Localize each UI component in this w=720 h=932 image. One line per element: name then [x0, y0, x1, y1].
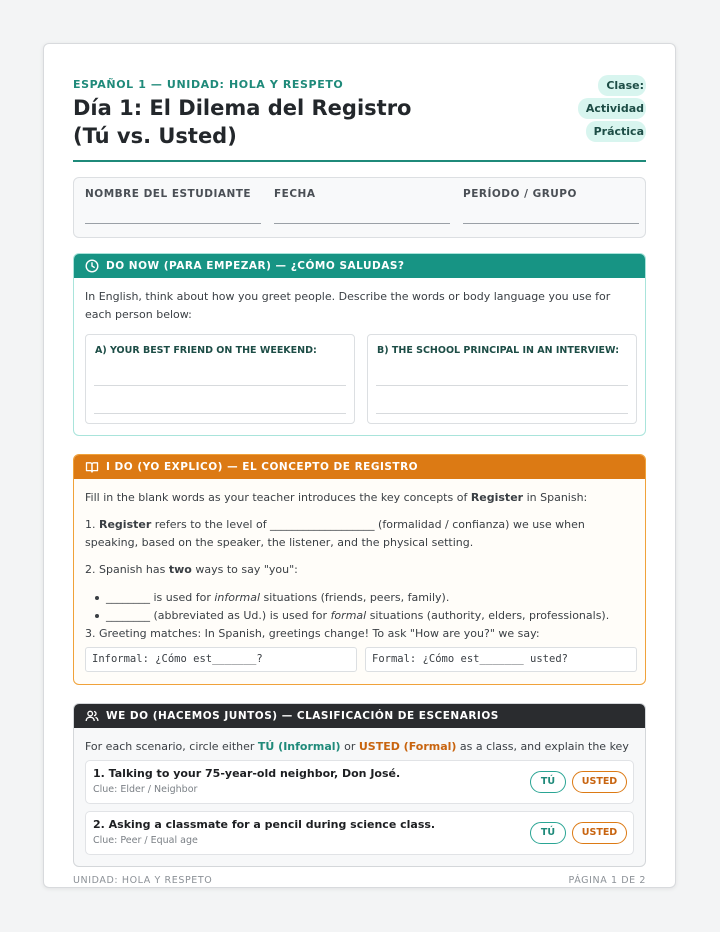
i-do-header	[74, 455, 645, 479]
do-now-title: DO NOW (PARA EMPEZAR) — ¿CÓMO SALUDAS?	[106, 260, 405, 272]
page-footer	[73, 875, 646, 886]
you-forms-list	[85, 589, 634, 625]
we-do-header	[74, 704, 645, 728]
student-info-box	[73, 177, 646, 238]
book-icon	[85, 460, 99, 474]
footer-unit: UNIDAD: HOLA Y RESPETO	[73, 875, 213, 886]
answer-line[interactable]	[94, 385, 346, 386]
i-do-title: I DO (YO EXPLICO) — EL CONCEPTO DE REGISTRO	[106, 461, 419, 473]
period-line[interactable]	[463, 223, 639, 224]
scenario-title: 1. Talking to your 75-year-old neighbor, Don José.	[93, 767, 401, 780]
activity-badge	[550, 74, 646, 143]
worksheet-page	[43, 43, 676, 888]
tu-option-button[interactable]: TÚ	[530, 822, 566, 844]
i-do-item-2: 2. Spanish has two ways to say "you":	[85, 563, 298, 576]
answer-line[interactable]	[94, 413, 346, 414]
response-box-principal[interactable]	[367, 334, 637, 424]
student-name-label: NOMBRE DEL ESTUDIANTE	[85, 188, 252, 200]
list-item: ________ (abbreviated as Ud.) is used for formal situations (authority, elders, professionals).	[85, 607, 634, 625]
do-now-section	[73, 253, 646, 436]
i-do-section	[73, 454, 646, 685]
response-box-friend[interactable]	[85, 334, 355, 424]
i-do-intro: Fill in the blank words as your teacher introduces the key concepts of Register in Spanish:	[85, 491, 588, 504]
i-do-item-1: 1. Register refers to the level of ___________________ (formalidad / confianza) we use when speaking, based on the speaker, the listener, and the physical setting.	[85, 518, 585, 549]
badge-label: Clase: Actividad Práctica	[578, 75, 646, 142]
period-label: PERÍODO / GRUPO	[463, 188, 577, 200]
we-do-intro: For each scenario, circle either TÚ (Informal) or USTED (Formal) as a class, and explain the key	[85, 740, 629, 753]
answer-line[interactable]	[376, 413, 628, 414]
prompt-principal: B) THE SCHOOL PRINCIPAL IN AN INTERVIEW:	[377, 345, 620, 356]
we-do-section	[73, 703, 646, 867]
usted-option-button[interactable]: USTED	[572, 771, 627, 793]
do-now-intro: In English, think about how you greet people. Describe the words or body language you use for each person below:	[85, 290, 611, 321]
scenario-title: 2. Asking a classmate for a pencil during science class.	[93, 818, 436, 831]
date-label: FECHA	[274, 188, 316, 200]
i-do-item-3: 3. Greeting matches: In Spanish, greetings change! To ask "How are you?" we say:	[85, 627, 540, 640]
student-name-line[interactable]	[85, 223, 261, 224]
answer-line[interactable]	[376, 385, 628, 386]
footer-page-number: PÁGINA 1 DE 2	[568, 875, 646, 886]
do-now-header	[74, 254, 645, 278]
scenario-clue: Clue: Elder / Neighbor	[93, 784, 198, 795]
formal-greeting-box[interactable]: Formal: ¿Cómo est_______ usted?	[365, 647, 637, 672]
users-icon	[85, 709, 99, 723]
scenario-card	[85, 811, 634, 855]
we-do-title: WE DO (HACEMOS JUNTOS) — CLASIFICACIÓN DE ESCENARIOS	[106, 710, 499, 722]
unit-label: ESPAÑOL 1 — UNIDAD: HOLA Y RESPETO	[73, 78, 344, 91]
clock-icon	[85, 259, 99, 273]
date-line[interactable]	[274, 223, 450, 224]
usted-option-button[interactable]: USTED	[572, 822, 627, 844]
page-title: Día 1: El Dilema del Registro (Tú vs. Usted)	[73, 96, 412, 148]
tu-option-button[interactable]: TÚ	[530, 771, 566, 793]
informal-greeting-box[interactable]: Informal: ¿Cómo est_______?	[85, 647, 357, 672]
header-divider	[73, 160, 646, 162]
scenario-card	[85, 760, 634, 804]
date-field[interactable]	[274, 188, 450, 224]
list-item: ________ is used for informal situations (friends, peers, family).	[85, 589, 634, 607]
prompt-friend: A) YOUR BEST FRIEND ON THE WEEKEND:	[95, 345, 317, 356]
student-name-field[interactable]	[85, 188, 261, 224]
period-field[interactable]	[463, 188, 639, 224]
scenario-clue: Clue: Peer / Equal age	[93, 835, 198, 846]
